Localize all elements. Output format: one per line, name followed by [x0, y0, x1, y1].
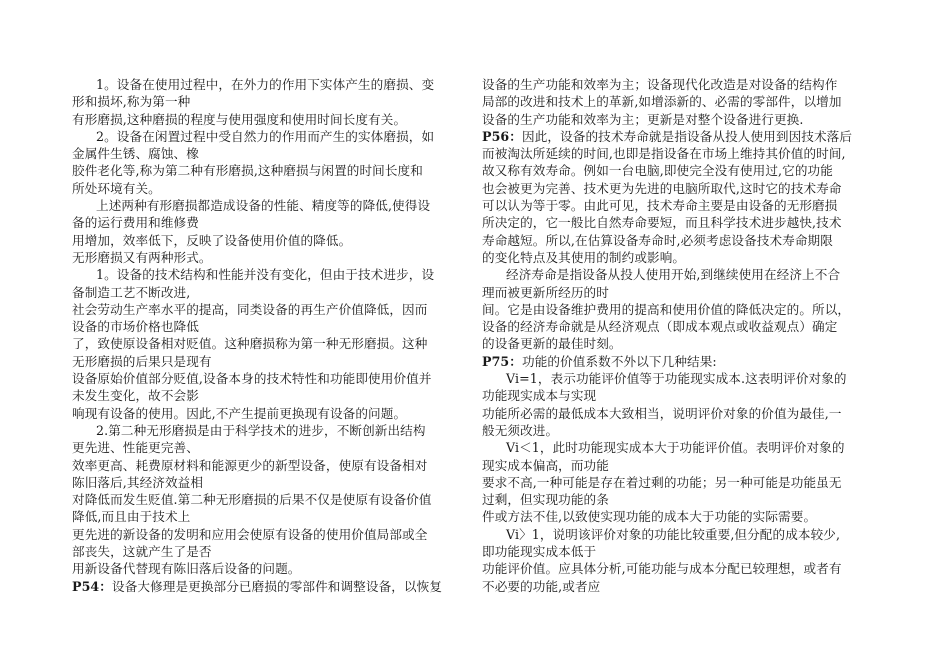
text-line [482, 76, 874, 93]
text-line [482, 578, 874, 595]
text-line [482, 284, 874, 301]
text-line [72, 543, 472, 560]
text-line [72, 301, 472, 318]
line-text: 所处环境有关。 [72, 180, 161, 196]
line-text: 功能现实成本与实现 [482, 388, 597, 404]
line-text: 更先进、性能更完善、 [72, 440, 199, 456]
line-text: 2.第二种无形磨损是由于科学技术的进步，不断创新出结构 [96, 422, 426, 438]
text-line [72, 405, 472, 422]
text-line [72, 387, 472, 404]
text-line [482, 197, 874, 214]
text-line [72, 232, 472, 249]
line-text: 备的运行费用和维修费 [72, 215, 199, 231]
text-line [72, 76, 472, 93]
text-line [482, 232, 874, 249]
text-line [482, 266, 874, 283]
line-text: 形和损坏,称为第一种 [72, 94, 191, 110]
text-line [482, 526, 874, 543]
line-text: 部丧失，这就产生了是否 [72, 544, 212, 560]
text-line [482, 439, 874, 456]
line-text: 设备的市场价格也降低 [72, 319, 199, 335]
line-text: 设备的生产功能和效率为主；更新是对整个设备进行更换. [482, 111, 804, 127]
text-line [72, 162, 472, 179]
text-line [482, 318, 874, 335]
text-line [482, 491, 874, 508]
text-line [72, 93, 472, 110]
text-line [72, 370, 472, 387]
text-line [482, 301, 874, 318]
text-line [482, 353, 874, 370]
text-line [72, 266, 472, 283]
text-line [72, 578, 472, 595]
line-text: 陈旧落后,其经济效益相 [72, 474, 204, 490]
line-text: 有形磨损,这种磨损的程度与使用强度和使用时间长度有关。 [72, 111, 407, 127]
line-text: 要求不高,一种可能是存在着过剩的功能；另一种可能是功能虽无 [482, 474, 842, 490]
line-text: 的设备更新的最佳时刻。 [482, 336, 622, 352]
line-text: 因此，设备的技术寿命就是指设备从投人使用到因技术落后 [522, 128, 853, 144]
line-text: 不必要的功能,或者应 [482, 578, 601, 594]
text-line [482, 370, 874, 387]
line-text: 可以认为等于零。由此可见，技术寿命主要是由设备的无形磨损 [482, 198, 838, 214]
text-line [72, 335, 472, 352]
text-line [482, 180, 874, 197]
line-text: 备制造工艺不断改进, [72, 284, 191, 300]
line-text: 过剩，但实现功能的条 [482, 492, 609, 508]
text-line [482, 214, 874, 231]
text-line [72, 145, 472, 162]
line-text: 寿命越短。所以,在估算设备寿命时,必须考虑设备技术寿命期限 [482, 232, 833, 248]
line-text: 而被淘汰所延续的时间,也即是指设备在市场上维持其价值的时间, [482, 146, 846, 162]
line-text: 对降低而发生贬值.第二种无形磨损的后果不仅是使原有设备价值 [72, 492, 432, 508]
text-line [482, 474, 874, 491]
right-text-column [482, 76, 874, 595]
line-text: 件或方法不佳,以致使实现功能的成本大于功能的实际需要。 [482, 509, 817, 525]
page-reference-label: P75： [482, 353, 522, 369]
line-text: 即功能现实成本低于 [482, 544, 597, 560]
line-text: 1。设备在使用过程中，在外力的作用下实体产生的磨损、变 [96, 77, 435, 92]
line-text: 功能评价值。应具体分析,可能功能与成本分配已较理想，或者有 [482, 561, 842, 577]
text-line [72, 111, 472, 128]
line-text: 1。设备的技术结构和性能并没有变化，但由于技术进步，设 [96, 267, 435, 283]
line-text: 社会劳动生产率水平的提高，同类设备的再生产价值降低，因而 [72, 301, 428, 317]
text-line [482, 543, 874, 560]
line-text: 也会被更为完善、技术更为先进的电脑所取代,这时它的技术寿命 [482, 180, 842, 196]
text-line [72, 526, 472, 543]
line-text: 理而被更新所经历的时 [482, 284, 609, 300]
text-line [72, 214, 472, 231]
text-line [72, 197, 472, 214]
left-text-column [72, 76, 472, 595]
text-line [72, 284, 472, 301]
page-reference-label: P56： [482, 128, 522, 144]
line-text: 用增加，效率低下，反映了设备使用价值的降低。 [72, 232, 352, 248]
line-text: 般无须改进。 [482, 422, 559, 438]
text-line [72, 560, 472, 577]
text-line [72, 180, 472, 197]
line-text: 金属件生锈、腐蚀、橡 [72, 146, 199, 162]
text-line [482, 387, 874, 404]
text-line [482, 93, 874, 110]
line-text: 的变化特点及其使用的制约或影响。 [482, 249, 686, 265]
text-line [482, 162, 874, 179]
line-text: 经济寿命是指设备从投人使用开始,到继续使用在经济上不合 [506, 267, 841, 283]
line-text: 功能所必需的最低成本大致相当，说明评价对象的价值为最佳,一 [482, 405, 842, 421]
text-line [482, 405, 874, 422]
line-text: 无形磨损的后果只是现有 [72, 353, 212, 369]
line-text: 上述两种有形磨损都造成设备的性能、精度等的降低,使得设 [96, 198, 431, 214]
line-text: Vi=1，表示功能评价值等于功能现实成本.这表明评价对象的 [506, 371, 847, 387]
text-line [72, 508, 472, 525]
text-line [482, 422, 874, 439]
text-line [72, 249, 472, 266]
line-text: 局部的改进和技术上的革新,如增添新的、必需的零部件，以增加 [482, 94, 842, 110]
line-text: 降低,而且由于技术上 [72, 509, 191, 525]
text-line [72, 318, 472, 335]
line-text: 设备原始价值部分贬值,设备本身的技术特性和功能即使用价值并 [72, 371, 432, 387]
line-text: 设备的经济寿命就是从经济观点（即成本观点或收益观点）确定 [482, 319, 838, 335]
line-text: Vi〉1，说明该评价对象的功能比较重要,但分配的成本较少, [506, 526, 841, 542]
line-text: 2。设备在闲置过程中受自然力的作用而产生的实体磨损，如 [96, 128, 435, 144]
text-line [72, 474, 472, 491]
line-text: 无形磨损又有两种形式。 [72, 249, 212, 265]
page-reference-label: P54： [72, 578, 112, 594]
text-line [72, 457, 472, 474]
line-text: 间。它是由设备维护费用的提高和使用价值的降低决定的。所以， [482, 301, 851, 317]
line-text: 了，致使原设备相对贬值。这种磨损称为第一种无形磨损。这种 [72, 336, 428, 352]
line-text: 用新设备代替现有陈旧落后设备的问题。 [72, 561, 301, 577]
line-text: 故又称有效寿命。例如一台电脑,即使完全没有使用过,它的功能 [482, 163, 833, 179]
text-line [482, 335, 874, 352]
line-text: 功能的价值系数不外以下几种结果: [522, 353, 717, 369]
line-text: 设备的生产功能和效率为主；设备现代化改造是对设备的结构作 [482, 77, 838, 92]
text-line [72, 439, 472, 456]
text-line [482, 145, 874, 162]
text-line [482, 508, 874, 525]
line-text: 更先进的新设备的发明和应用会使原有设备的使用价值局部或全 [72, 526, 428, 542]
text-line [72, 491, 472, 508]
line-text: 未发生变化，故不会影 [72, 388, 199, 404]
text-line [482, 249, 874, 266]
text-line [72, 422, 472, 439]
text-line [482, 560, 874, 577]
line-text: 现实成本偏高，而功能 [482, 457, 609, 473]
text-line [72, 353, 472, 370]
text-line [482, 457, 874, 474]
line-text: 胶件老化等,称为第二种有形磨损,这种磨损与闲置的时间长度和 [72, 163, 423, 179]
text-line [482, 111, 874, 128]
line-text: 设备大修理是更换部分已磨损的零部件和调整设备，以恢复 [112, 578, 443, 594]
line-text: 所决定的，它一般比自然寿命要短，而且科学技术进步越快,技术 [482, 215, 842, 231]
text-line [72, 128, 472, 145]
line-text: Vi＜1，此时功能现实成本大于功能评价值。表明评价对象的 [506, 440, 845, 456]
line-text: 响现有设备的使用。因此,不产生提前更换现有设备的问题。 [72, 405, 407, 421]
line-text: 效率更高、耗费原材料和能源更少的新型设备，使原有设备相对 [72, 457, 428, 473]
text-line [482, 128, 874, 145]
